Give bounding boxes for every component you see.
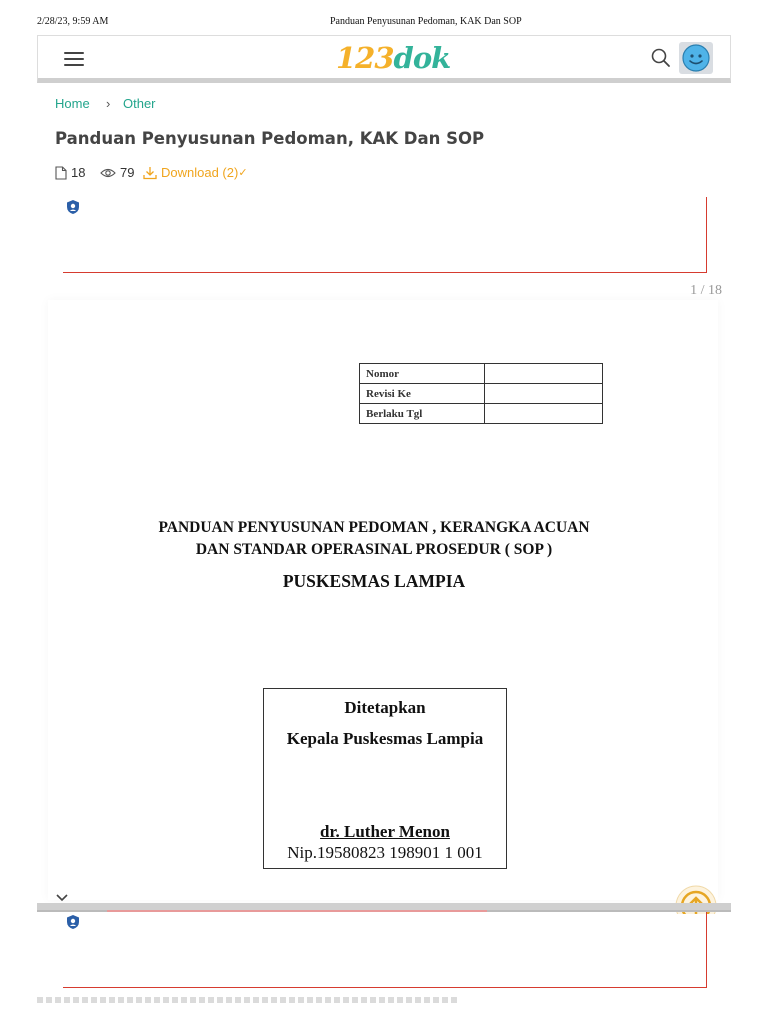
page-title: Panduan Penyusunan Pedoman, KAK Dan SOP bbox=[55, 129, 485, 148]
table-cell-label: Nomor bbox=[360, 364, 485, 384]
breadcrumb-other[interactable]: Other bbox=[123, 96, 156, 111]
page-count bbox=[55, 165, 85, 180]
top-navbar bbox=[37, 35, 731, 83]
document-info-table bbox=[359, 363, 603, 424]
menu-icon[interactable] bbox=[64, 52, 84, 66]
signature-name: dr. Luther Menon bbox=[320, 822, 450, 841]
document-heading-line-1: PANDUAN PENYUSUNAN PEDOMAN , KERANGKA ACUAN bbox=[158, 519, 590, 536]
view-count bbox=[100, 165, 134, 180]
table-cell-value bbox=[485, 364, 603, 384]
table-cell-label: Revisi Ke bbox=[360, 384, 485, 404]
document-heading-line-2: DAN STANDAR OPERASINAL PROSEDUR ( SOP ) bbox=[195, 541, 553, 558]
eye-icon bbox=[100, 167, 116, 179]
signature-box bbox=[263, 688, 507, 869]
site-logo[interactable] bbox=[336, 41, 450, 75]
download-icon bbox=[143, 166, 157, 180]
signature-nip: Nip.19580823 198901 1 001 bbox=[287, 843, 483, 862]
ad-choices-icon[interactable] bbox=[66, 199, 80, 215]
ad-choices-icon[interactable] bbox=[66, 914, 80, 930]
page-counter: 1 / 18 bbox=[690, 283, 722, 298]
avatar-face-icon bbox=[681, 43, 711, 73]
print-footer-url bbox=[37, 997, 457, 1003]
file-icon bbox=[55, 166, 67, 180]
page-count-value: 18 bbox=[71, 165, 86, 180]
print-doc-title: Panduan Penyusunan Pedoman, KAK Dan SOP bbox=[330, 16, 522, 27]
table-cell-label: Berlaku Tgl bbox=[360, 404, 485, 424]
table-cell-value bbox=[485, 404, 603, 424]
breadcrumb-home[interactable]: Home bbox=[55, 96, 90, 111]
signature-established: Ditetapkan bbox=[344, 698, 426, 717]
table-cell-value bbox=[485, 384, 603, 404]
signature-position: Kepala Puskesmas Lampia bbox=[286, 729, 484, 748]
download-label: Download (2) bbox=[161, 165, 239, 180]
download-button[interactable] bbox=[143, 165, 248, 180]
table-row bbox=[360, 364, 603, 384]
print-datetime: 2/28/23, 9:59 AM bbox=[37, 16, 109, 27]
chevron-right-icon: › bbox=[106, 96, 111, 111]
document-heading-line-3: PUSKESMAS LAMPIA bbox=[282, 571, 466, 591]
avatar[interactable] bbox=[679, 42, 713, 74]
logo-part-2: dok bbox=[393, 41, 451, 75]
chevron-down-icon[interactable] bbox=[55, 893, 69, 903]
print-header bbox=[0, 16, 768, 30]
search-icon[interactable] bbox=[650, 47, 672, 69]
verified-check-icon: ✓ bbox=[238, 167, 248, 179]
ad-banner-top[interactable] bbox=[63, 197, 707, 273]
table-row bbox=[360, 404, 603, 424]
logo-part-1: 123 bbox=[336, 41, 394, 75]
table-row bbox=[360, 384, 603, 404]
ad-banner-bottom[interactable] bbox=[63, 912, 707, 988]
view-count-value: 79 bbox=[120, 165, 135, 180]
bottom-bar bbox=[37, 903, 731, 912]
